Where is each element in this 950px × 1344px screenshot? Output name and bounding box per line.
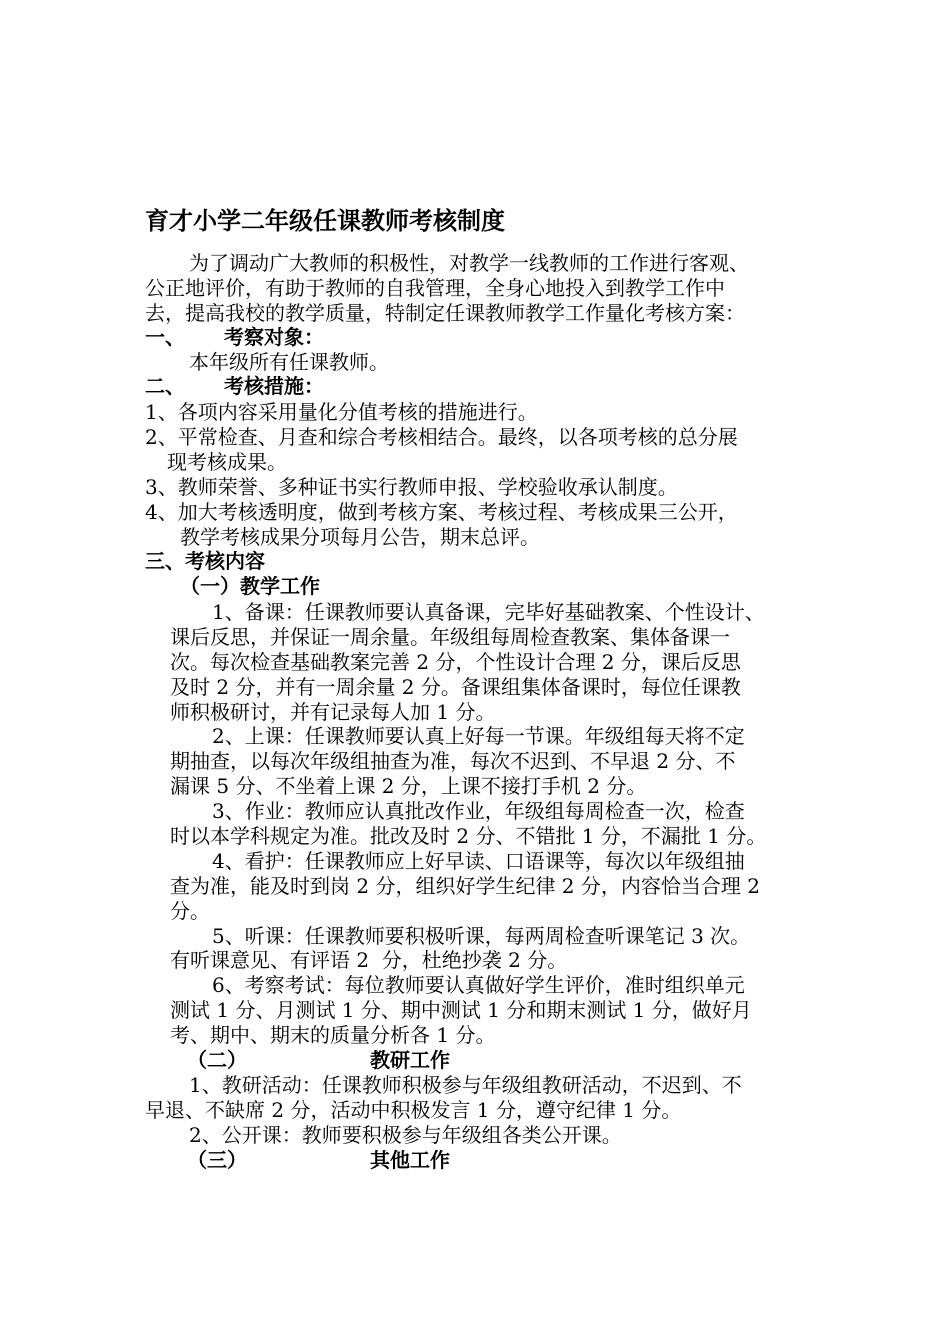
research-line: 1、教研活动：任课教师积极参与年级组教研活动，不迟到、不: [189, 1073, 742, 1097]
teaching-line: 考、期中、期末的质量分析各 1 分。: [170, 1023, 496, 1047]
subsection-1-heading: （一）教学工作: [180, 574, 320, 598]
teaching-line: 4、看护：任课教师应上好早读、口语课等，每次以年级组抽: [212, 849, 745, 873]
intro-line: 去，提高我校的教学质量，特制定任课教师教学工作量化考核方案：: [145, 301, 745, 325]
teaching-line: 3、作业：教师应认真批改作业，年级组每周检查一次，检查: [212, 799, 745, 823]
section-1-heading: 考察对象：: [224, 325, 324, 349]
teaching-line: 时以本学科规定为准。批改及时 2 分、不错批 1 分，不漏批 1 分。: [170, 824, 767, 848]
teaching-line: 2、上课：任课教师要认真上好每一节课。年级组每天将不定: [212, 724, 745, 748]
intro-line: 为了调动广大教师的积极性，对教学一线教师的工作进行客观、: [189, 251, 749, 275]
teaching-line: 及时 2 分，并有一周余量 2 分。备课组集体备课时，每位任课教: [170, 675, 741, 699]
research-line: 早退、不缺席 2 分，活动中积极发言 1 分，遵守纪律 1 分。: [145, 1098, 682, 1122]
section-2-line: 3、教师荣誉、多种证书实行教师申报、学校验收承认制度。: [145, 475, 678, 499]
section-2-line: 1、各项内容采用量化分值考核的措施进行。: [145, 400, 538, 424]
teaching-line: 课后反思，并保证一周余量。年级组每周检查教案、集体备课一: [170, 625, 730, 649]
intro-line: 公正地评价，有助于教师的自我管理，全身心地投入到教学工作中: [145, 276, 725, 300]
teaching-line: 期抽查，以每次年级组抽查为准，每次不迟到、不早退 2 分、不: [170, 749, 736, 773]
teaching-line: 查为准，能及时到岗 2 分，组织好学生纪律 2 分，内容恰当合理 2: [170, 874, 760, 898]
section-2-heading: 考核措施：: [224, 374, 324, 398]
subsection-3-heading: 其他工作: [370, 1148, 450, 1172]
section-2-number: 二、: [145, 374, 185, 398]
research-line: 2、公开课：教师要积极参与年级组各类公开课。: [189, 1123, 622, 1147]
document-title: 育才小学二年级任课教师考核制度: [145, 207, 505, 235]
section-3-heading: 三、考核内容: [145, 549, 265, 573]
subsection-2-number: （二）: [187, 1048, 247, 1072]
subsection-2-heading: 教研工作: [370, 1048, 450, 1072]
section-2-line: 4、加大考核透明度，做到考核方案、考核过程、考核成果三公开，: [145, 500, 738, 524]
teaching-line: 师积极研讨，并有记录每人加 1 分。: [170, 700, 496, 724]
teaching-line: 5、听课：任课教师要积极听课，每两周检查听课笔记 3 次。: [212, 924, 751, 948]
teaching-line: 1、备课：任课教师要认真备课，完毕好基础教案、个性设计、: [212, 600, 765, 624]
section-2-line: 教学考核成果分项每月公告，期末总评。: [180, 525, 540, 549]
section-1-number: 一、: [145, 325, 185, 349]
section-1-body: 本年级所有任课教师。: [189, 350, 389, 374]
teaching-line: 分。: [170, 899, 210, 923]
section-2-line: 2、平常检查、月查和综合考核相结合。最终，以各项考核的总分展: [145, 425, 738, 449]
teaching-line: 漏课 5 分、不坐着上课 2 分，上课不接打手机 2 分。: [170, 774, 647, 798]
teaching-line: 测试 1 分、月测试 1 分、期中测试 1 分和期末测试 1 分，做好月: [170, 998, 752, 1022]
teaching-line: 有听课意见、有评语 2 分，杜绝抄袭 2 分。: [170, 948, 568, 972]
section-2-line: 现考核成果。: [167, 450, 287, 474]
subsection-3-number: （三）: [187, 1148, 247, 1172]
teaching-line: 次。每次检查基础教案完善 2 分，个性设计合理 2 分，课后反思: [170, 650, 741, 674]
teaching-line: 6、考察考试：每位教师要认真做好学生评价，准时组织单元: [212, 973, 745, 997]
